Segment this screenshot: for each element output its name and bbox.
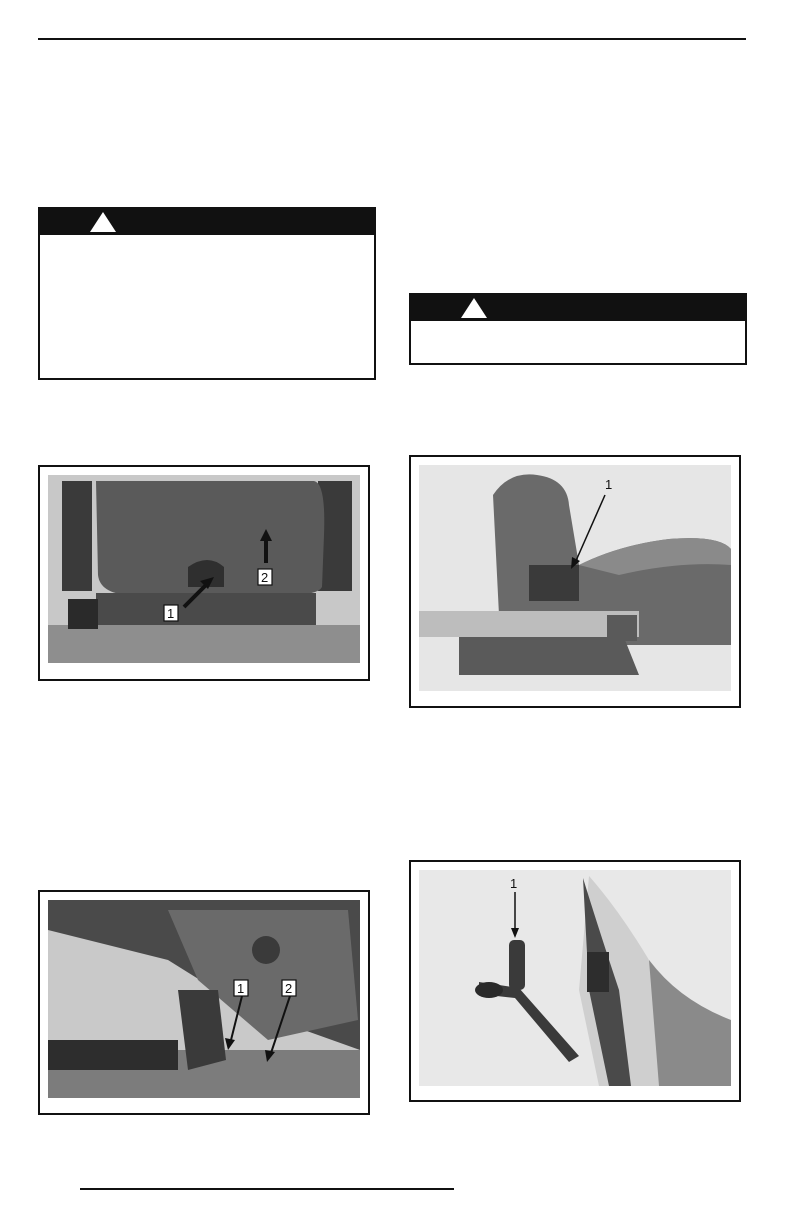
figure-handlebar (409, 860, 741, 1102)
callout-1: 1 (605, 477, 613, 492)
figure-seat-side (409, 455, 741, 708)
figure-seat-latch (38, 890, 370, 1115)
photo-seat-latch (48, 900, 360, 1098)
header-rule (38, 38, 746, 40)
warning-box-right (409, 293, 747, 365)
photo-handlebar (419, 870, 731, 1086)
callout-2: 2 (261, 570, 269, 585)
callout-2: 2 (285, 981, 293, 996)
callout-1: 1 (167, 606, 175, 621)
callout-1: 1 (510, 876, 518, 891)
warning-box-left (38, 207, 376, 380)
photo-seat-rear (48, 475, 360, 663)
warning-header (40, 209, 374, 235)
figure-seat-rear (38, 465, 370, 681)
callout-1: 1 (237, 981, 245, 996)
warning-triangle-icon (459, 297, 489, 319)
photo-seat-side (419, 465, 731, 691)
footer-rule (80, 1188, 454, 1190)
warning-header (411, 295, 745, 321)
warning-triangle-icon (88, 211, 118, 233)
